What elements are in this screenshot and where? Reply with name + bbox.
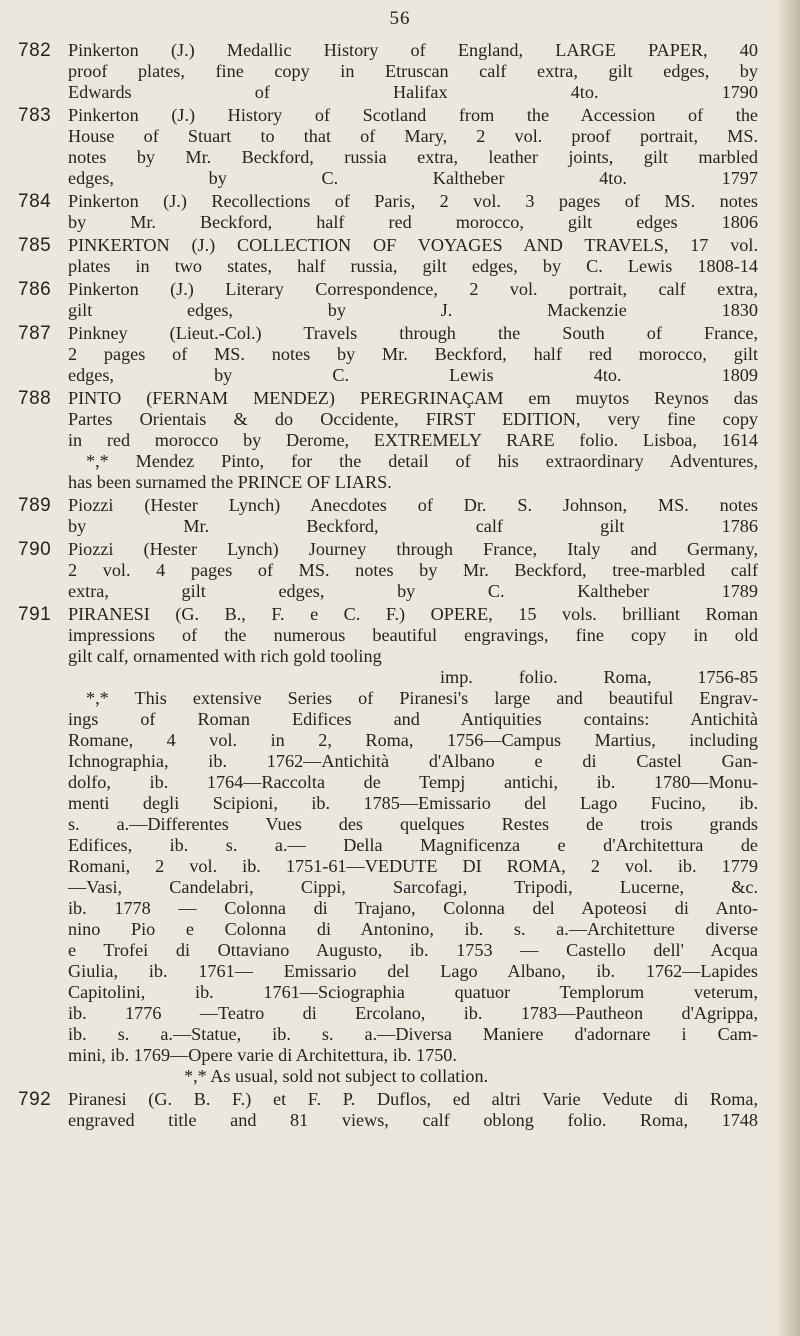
entry-line: PIRANESI (G. B., F. e C. F.) OPERE, 15 vols. brilliant Roman: [68, 604, 758, 624]
catalog-entry: [0, 604, 780, 1087]
catalog-entry: [0, 388, 780, 493]
entry-note-line: *,* Mendez Pinto, for the detail of his extraordinary Adventures,: [86, 451, 758, 471]
page-number: 56: [389, 8, 411, 29]
entry-text: [68, 539, 758, 602]
page-edge-shadow: [778, 0, 800, 1336]
entry-line: Pinkerton (J.) Literary Correspondence, 2 vol. portrait, calf extra,: [68, 279, 758, 299]
entry-line: Pinkerton (J.) History of Scotland from the Accession of the: [68, 105, 758, 125]
catalog-entry: [0, 105, 780, 189]
entry-note-line: ib. s. a.—Statue, ib. s. a.—Diversa Maniere d'adornare i Cam-: [68, 1024, 758, 1044]
lot-number: 792: [18, 1089, 52, 1110]
entry-line: Pinkney (Lieut.-Col.) Travels through the South of France,: [68, 323, 758, 343]
lot-number: 786: [18, 279, 52, 300]
lot-number: 783: [18, 105, 52, 126]
entry-note-line: Romane, 4 vol. in 2, Roma, 1756—Campus Martius, including: [68, 730, 758, 750]
entry-line: PINTO (FERNAM MENDEZ) PEREGRINAÇAM em muytos Reynos das: [68, 388, 758, 408]
entry-note-line: *,* As usual, sold not subject to collation.: [184, 1066, 489, 1086]
catalog-entry: [0, 279, 780, 321]
entry-line: plates in two states, half russia, gilt edges, by C. Lewis 1808-14: [68, 256, 758, 276]
entry-note-line: e Trofei di Ottaviano Augusto, ib. 1753 — Castello dell' Acqua: [68, 940, 758, 960]
entry-note-line: Romani, 2 vol. ib. 1751-61—VEDUTE DI ROMA, 2 vol. ib. 1779: [68, 856, 758, 876]
lot-number: 782: [18, 40, 52, 61]
entry-note-line: menti degli Scipioni, ib. 1785—Emissario del Lago Fucino, ib.: [68, 793, 758, 813]
catalog-entry: [0, 40, 780, 103]
lot-number: 785: [18, 235, 52, 256]
entry-note-line: dolfo, ib. 1764—Raccolta de Tempj antichi, ib. 1780—Monu-: [68, 772, 758, 792]
entry-line: Piozzi (Hester Lynch) Journey through France, Italy and Germany,: [68, 539, 758, 559]
entry-line: PINKERTON (J.) COLLECTION OF VOYAGES AND TRAVELS, 17 vol.: [68, 235, 758, 255]
entry-line: 2 pages of MS. notes by Mr. Beckford, half red morocco, gilt: [68, 344, 758, 364]
entry-line: 2 vol. 4 pages of MS. notes by Mr. Beckford, tree-marbled calf: [68, 560, 758, 580]
entry-note-line: Ichnographia, ib. 1762—Antichità d'Albano e di Castel Gan-: [68, 751, 758, 771]
entry-line: House of Stuart to that of Mary, 2 vol. proof portrait, MS.: [68, 126, 758, 146]
entry-note-line: ib. 1776 —Teatro di Ercolano, ib. 1783—Pautheon d'Agrippa,: [68, 1003, 758, 1023]
entry-note-line: —Vasi, Candelabri, Cippi, Sarcofagi, Tripodi, Lucerne, &c.: [68, 877, 758, 897]
entry-note-line: s. a.—Differentes Vues des quelques Restes de trois grands: [68, 814, 758, 834]
entry-text: [68, 191, 758, 233]
lot-number: 789: [18, 495, 52, 516]
entry-line: impressions of the numerous beautiful engravings, fine copy in old: [68, 625, 758, 645]
entry-text: [68, 604, 758, 1087]
entry-note-line: nino Pio e Colonna di Antonino, ib. s. a.—Architetture diverse: [68, 919, 758, 939]
entry-line: extra, gilt edges, by C. Kaltheber 1789: [68, 581, 758, 601]
entry-line: Pinkerton (J.) Recollections of Paris, 2 vol. 3 pages of MS. notes: [68, 191, 758, 211]
lot-number: 787: [18, 323, 52, 344]
entry-line: in red morocco by Derome, EXTREMELY RARE folio. Lisboa, 1614: [68, 430, 758, 450]
catalog-entry: [0, 495, 780, 537]
entry-text: [68, 1089, 758, 1131]
entry-line: by Mr. Beckford, calf gilt 1786: [68, 516, 758, 536]
lot-number: 791: [18, 604, 52, 625]
entry-text: [68, 388, 758, 493]
entry-line: Pinkerton (J.) Medallic History of England, LARGE PAPER, 40: [68, 40, 758, 60]
entry-note-line: Edifices, ib. s. a.— Della Magnificenza e d'Architettura de: [68, 835, 758, 855]
lot-number: 790: [18, 539, 52, 560]
entry-line: imp. folio. Roma, 1756-85: [440, 667, 758, 687]
entry-note-line: ib. 1778 — Colonna di Trajano, Colonna del Apoteosi di Anto-: [68, 898, 758, 918]
entry-note-line: *,* This extensive Series of Piranesi's large and beautiful Engrav-: [86, 688, 758, 708]
catalog-entry: [0, 235, 780, 277]
entry-line: Piranesi (G. B. F.) et F. P. Duflos, ed altri Varie Vedute di Roma,: [68, 1089, 758, 1109]
catalog-entry: [0, 323, 780, 386]
entry-line: engraved title and 81 views, calf oblong folio. Roma, 1748: [68, 1110, 758, 1130]
entry-note-line: Capitolini, ib. 1761—Sciographia quatuor Templorum veterum,: [68, 982, 758, 1002]
entry-text: [68, 40, 758, 103]
entry-text: [68, 235, 758, 277]
catalog-entry: [0, 191, 780, 233]
lot-number: 784: [18, 191, 52, 212]
entry-note-line: ings of Roman Edifices and Antiquities contains: Antichità: [68, 709, 758, 729]
entry-line: notes by Mr. Beckford, russia extra, leather joints, gilt marbled: [68, 147, 758, 167]
entry-text: [68, 279, 758, 321]
entry-text: [68, 323, 758, 386]
entry-line: proof plates, fine copy in Etruscan calf extra, gilt edges, by: [68, 61, 758, 81]
entry-line: Edwards of Halifax 4to. 1790: [68, 82, 758, 102]
entry-line: gilt calf, ornamented with rich gold tooling: [68, 646, 382, 666]
entry-line: gilt edges, by J. Mackenzie 1830: [68, 300, 758, 320]
entry-line: Partes Orientais & do Occidente, FIRST EDITION, very fine copy: [68, 409, 758, 429]
lot-number: 788: [18, 388, 52, 409]
entry-line: Piozzi (Hester Lynch) Anecdotes of Dr. S. Johnson, MS. notes: [68, 495, 758, 515]
entry-note-line: Giulia, ib. 1761— Emissario del Lago Albano, ib. 1762—Lapides: [68, 961, 758, 981]
entry-note-line: mini, ib. 1769—Opere varie di Architettura, ib. 1750.: [68, 1045, 457, 1065]
entry-line: edges, by C. Kaltheber 4to. 1797: [68, 168, 758, 188]
catalog-entries: [0, 40, 780, 1131]
entry-text: [68, 495, 758, 537]
entry-line: by Mr. Beckford, half red morocco, gilt edges 1806: [68, 212, 758, 232]
entry-text: [68, 105, 758, 189]
entry-note-line: has been surnamed the PRINCE OF LIARS.: [68, 472, 392, 492]
catalog-entry: [0, 1089, 780, 1131]
entry-line: edges, by C. Lewis 4to. 1809: [68, 365, 758, 385]
catalog-entry: [0, 539, 780, 602]
